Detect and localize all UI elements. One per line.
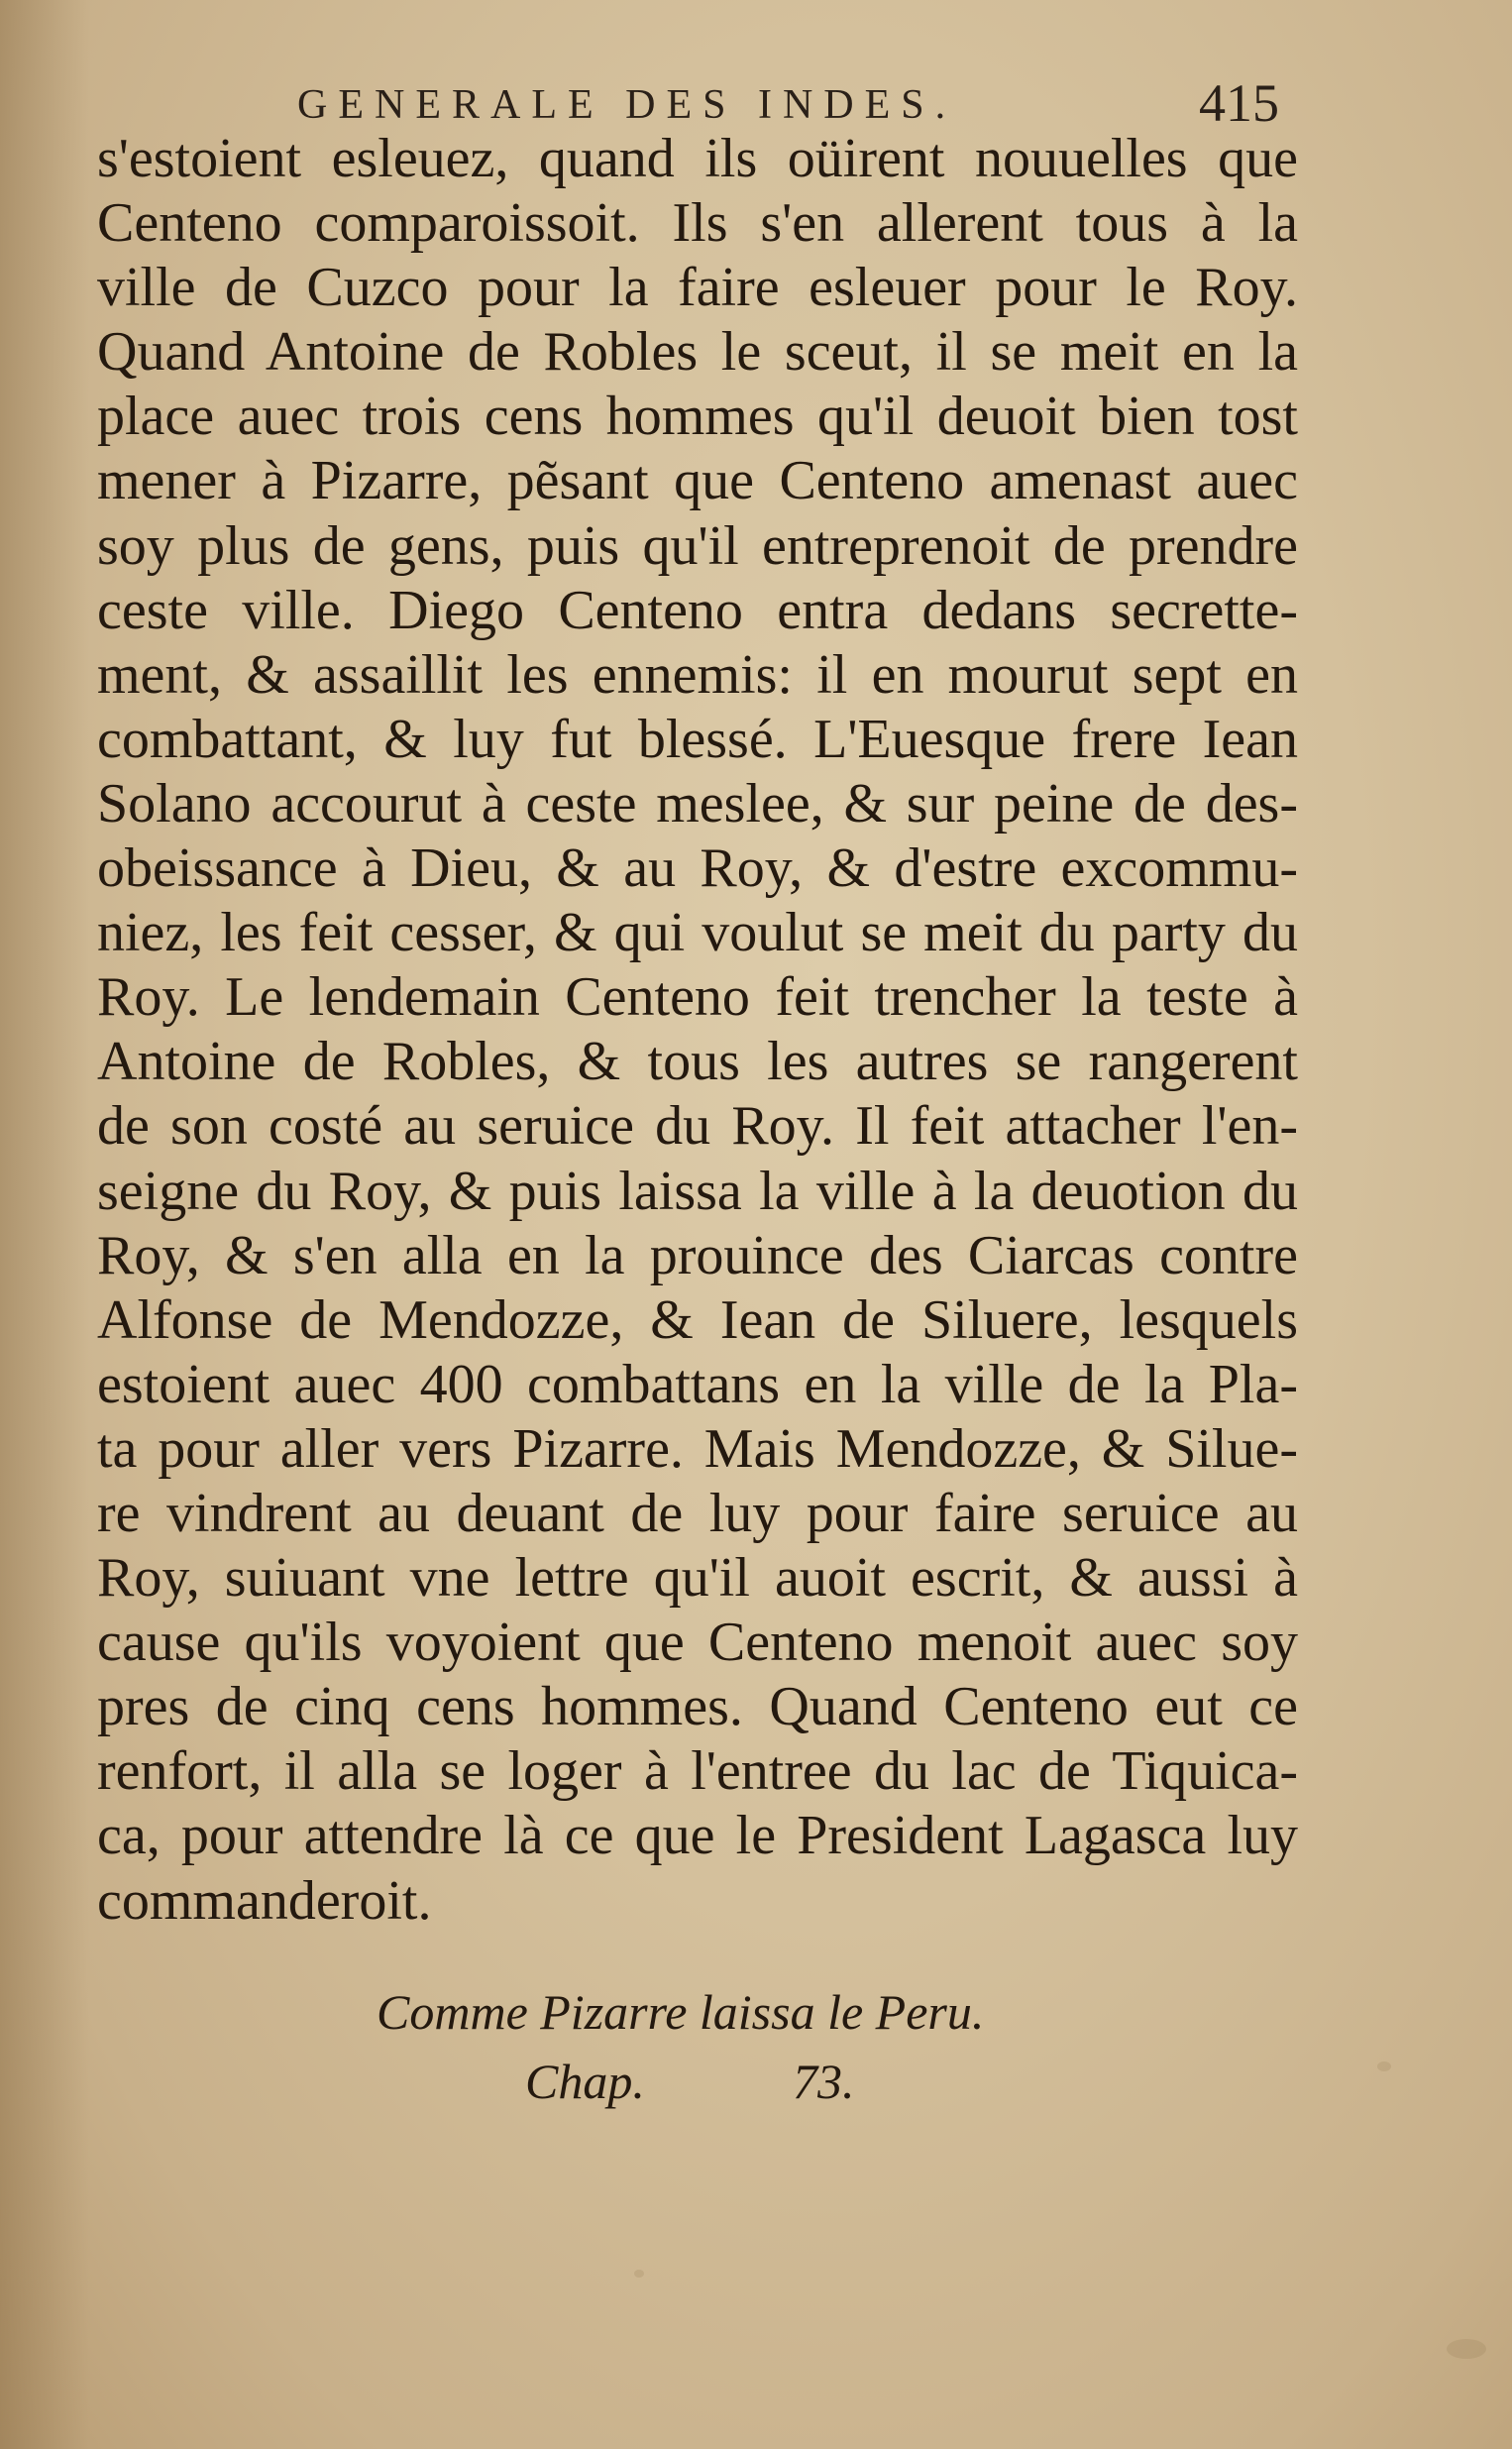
text-line: soy plus de gens, puis qu'il entreprenoit de prendre <box>97 514 1298 577</box>
body-text <box>97 127 1298 1934</box>
text-line: s'estoient esleuez, quand ils oüirent nouuelles que <box>97 128 1298 189</box>
text-line: Roy. Le lendemain Centeno feit trencher la teste à <box>97 966 1298 1029</box>
text-line: Centeno comparoissoit. Ils s'en allerent tous à la <box>97 192 1298 255</box>
text-line: commanderoit. <box>97 1869 432 1932</box>
page-number: 415 <box>1199 73 1279 133</box>
chapter-label <box>525 2052 902 2111</box>
binding-shadow <box>0 0 89 2449</box>
text-line: ceste ville. Diego Centeno entra dedans secrette- <box>97 579 1298 641</box>
text-line: place auec trois cens hommes qu'il deuoit bien tost <box>97 386 1298 448</box>
text-line: obeissance à Dieu, & au Roy, & d'estre excommu- <box>97 837 1298 900</box>
paper-spot <box>1447 2339 1486 2359</box>
text-line: Roy, & s'en alla en la prouince des Ciarcas contre <box>97 1224 1298 1286</box>
text-line: mener à Pizarre, pẽsant que Centeno amenast auec <box>97 450 1298 512</box>
text-line: combattant, & luy fut blessé. L'Euesque frere Iean <box>97 708 1298 770</box>
text-line: Roy, suiuant vne lettre qu'il auoit escrit, & aussi à <box>97 1547 1298 1610</box>
text-line: ville de Cuzco pour la faire esleuer pour le Roy. <box>97 257 1298 319</box>
text-line: re vindrent au deuant de luy pour faire seruice au <box>97 1482 1298 1544</box>
text-line: Solano accourut à ceste meslee, & sur peine de des- <box>97 772 1298 835</box>
text-line: seigne du Roy, & puis laissa la ville à la deuotion du <box>97 1160 1298 1222</box>
text-line: Antoine de Robles, & tous les autres se rangerent <box>97 1031 1298 1093</box>
chapter-number: 73. <box>793 2054 855 2109</box>
text-line: de son costé au seruice du Roy. Il feit attacher l'en- <box>97 1095 1298 1158</box>
text-line: estoient auec 400 combattans en la ville de la Pla- <box>97 1353 1298 1415</box>
text-line: pres de cinq cens hommes. Quand Centeno eut ce <box>97 1676 1298 1738</box>
paper-spot <box>634 2270 644 2278</box>
text-line: ta pour aller vers Pizarre. Mais Mendozze, & Silue- <box>97 1417 1298 1480</box>
text-line: cause qu'ils voyoient que Centeno menoit auec soy <box>97 1612 1298 1674</box>
text-line: ca, pour attendre là ce que le President Lagasca luy <box>97 1805 1298 1867</box>
text-line: niez, les feit cesser, & qui voulut se meit du party du <box>97 902 1298 964</box>
running-title: GENERALE DES INDES. <box>297 82 957 128</box>
text-line: Quand Antoine de Robles le sceut, il se meit en la <box>97 321 1298 384</box>
paper-spot <box>1377 2061 1391 2071</box>
page-header <box>297 73 1279 133</box>
chapter-label-text: Chap. <box>525 2054 645 2109</box>
text-line: renfort, il alla se loger à l'entree du lac de Tiquica- <box>97 1740 1298 1803</box>
text-line: Alfonse de Mendozze, & Iean de Siluere, lesquels <box>97 1288 1298 1351</box>
chapter-title: Comme Pizarre laissa le Peru. <box>377 1984 985 2040</box>
text-line: ment, & assaillit les ennemis: il en mourut sept en <box>97 643 1298 706</box>
